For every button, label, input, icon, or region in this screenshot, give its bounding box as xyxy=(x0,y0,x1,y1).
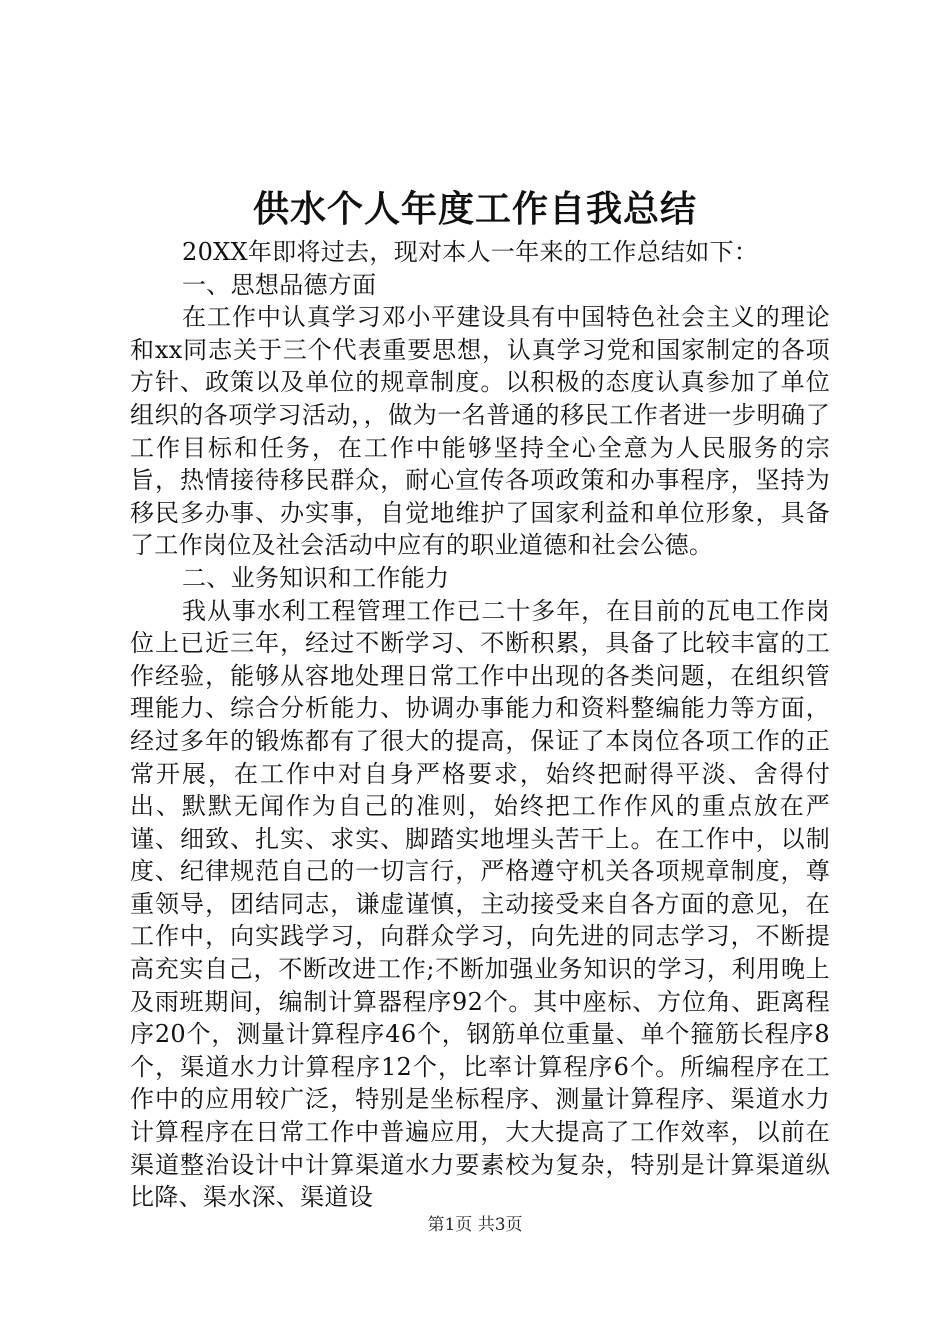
document-title: 供水个人年度工作自我总结 xyxy=(252,188,697,230)
document-body xyxy=(130,236,830,1214)
paragraph-ideology: 在工作中认真学习邓小平建设具有中国特色社会主义的理论和xx同志关于三个代表重要思想，认真学习党和国家制定的各项方针、政策以及单位的规章制度。以积极的态度认真参加了单位组织的各项学习活动，，做为一名普通的移民工作者进一步明确了工作目标和任务，在工作中能够坚持全心全意为人民服务的宗旨，热情接待移民群众，耐心宣传各项政策和办事程序，坚持为移民多办事、办实事，自觉地维护了国家利益和单位形象，具备了工作岗位及社会活动中应有的职业道德和社会公德。 xyxy=(130,303,830,560)
section-heading-skills: 二、业务知识和工作能力 xyxy=(182,563,450,592)
paragraph-skills: 我从事水利工程管理工作已二十多年，在目前的瓦电工作岗位上已近三年，经过不断学习、不断积累，具备了比较丰富的工作经验，能够从容地处理日常工作中出现的各类问题，在组织管理能力、综合分析能力、协调办事能力和资料整编能力等方面，经过多年的锻炼都有了很大的提高，保证了本岗位各项工作的正常开展，在工作中对自身严格要求，始终把耐得平淡、舍得付出、默默无闻作为自己的准则，始终把工作作风的重点放在严谨、细致、扎实、求实、脚踏实地埋头苦干上。在工作中，以制度、纪律规范自己的一切言行，严格遵守机关各项规章制度，尊重领导，团结同志，谦虚谨慎，主动接受来自各方面的意见，在工作中，向实践学习，向群众学习，向先进的同志学习，不断提高充实自己，不断改进工作;不断加强业务知识的学习，利用晚上及雨班期间，编制计算器程序92个。其中座标、方位角、距离程序20个，测量计算程序46个，钢筋单位重量、单个箍筋长程序8个，渠道水力计算程序12个，比率计算程序6个。所编程序在工作中的应用较广泛，特别是坐标程序、测量计算程序、渠道水力计算程序在日常工作中普遍应用，大大提高了工作效率，以前在渠道整治设计中计算渠道水力要素校为复杂，特别是计算渠道纵比降、渠水深、渠道设 xyxy=(130,596,830,1212)
section-heading-ideology: 一、思想品德方面 xyxy=(182,270,377,299)
paragraph-intro: 20XX年即将过去，现对本人一年来的工作总结如下： xyxy=(182,238,759,266)
page-footer: 第1页 共3页 xyxy=(427,1215,523,1235)
